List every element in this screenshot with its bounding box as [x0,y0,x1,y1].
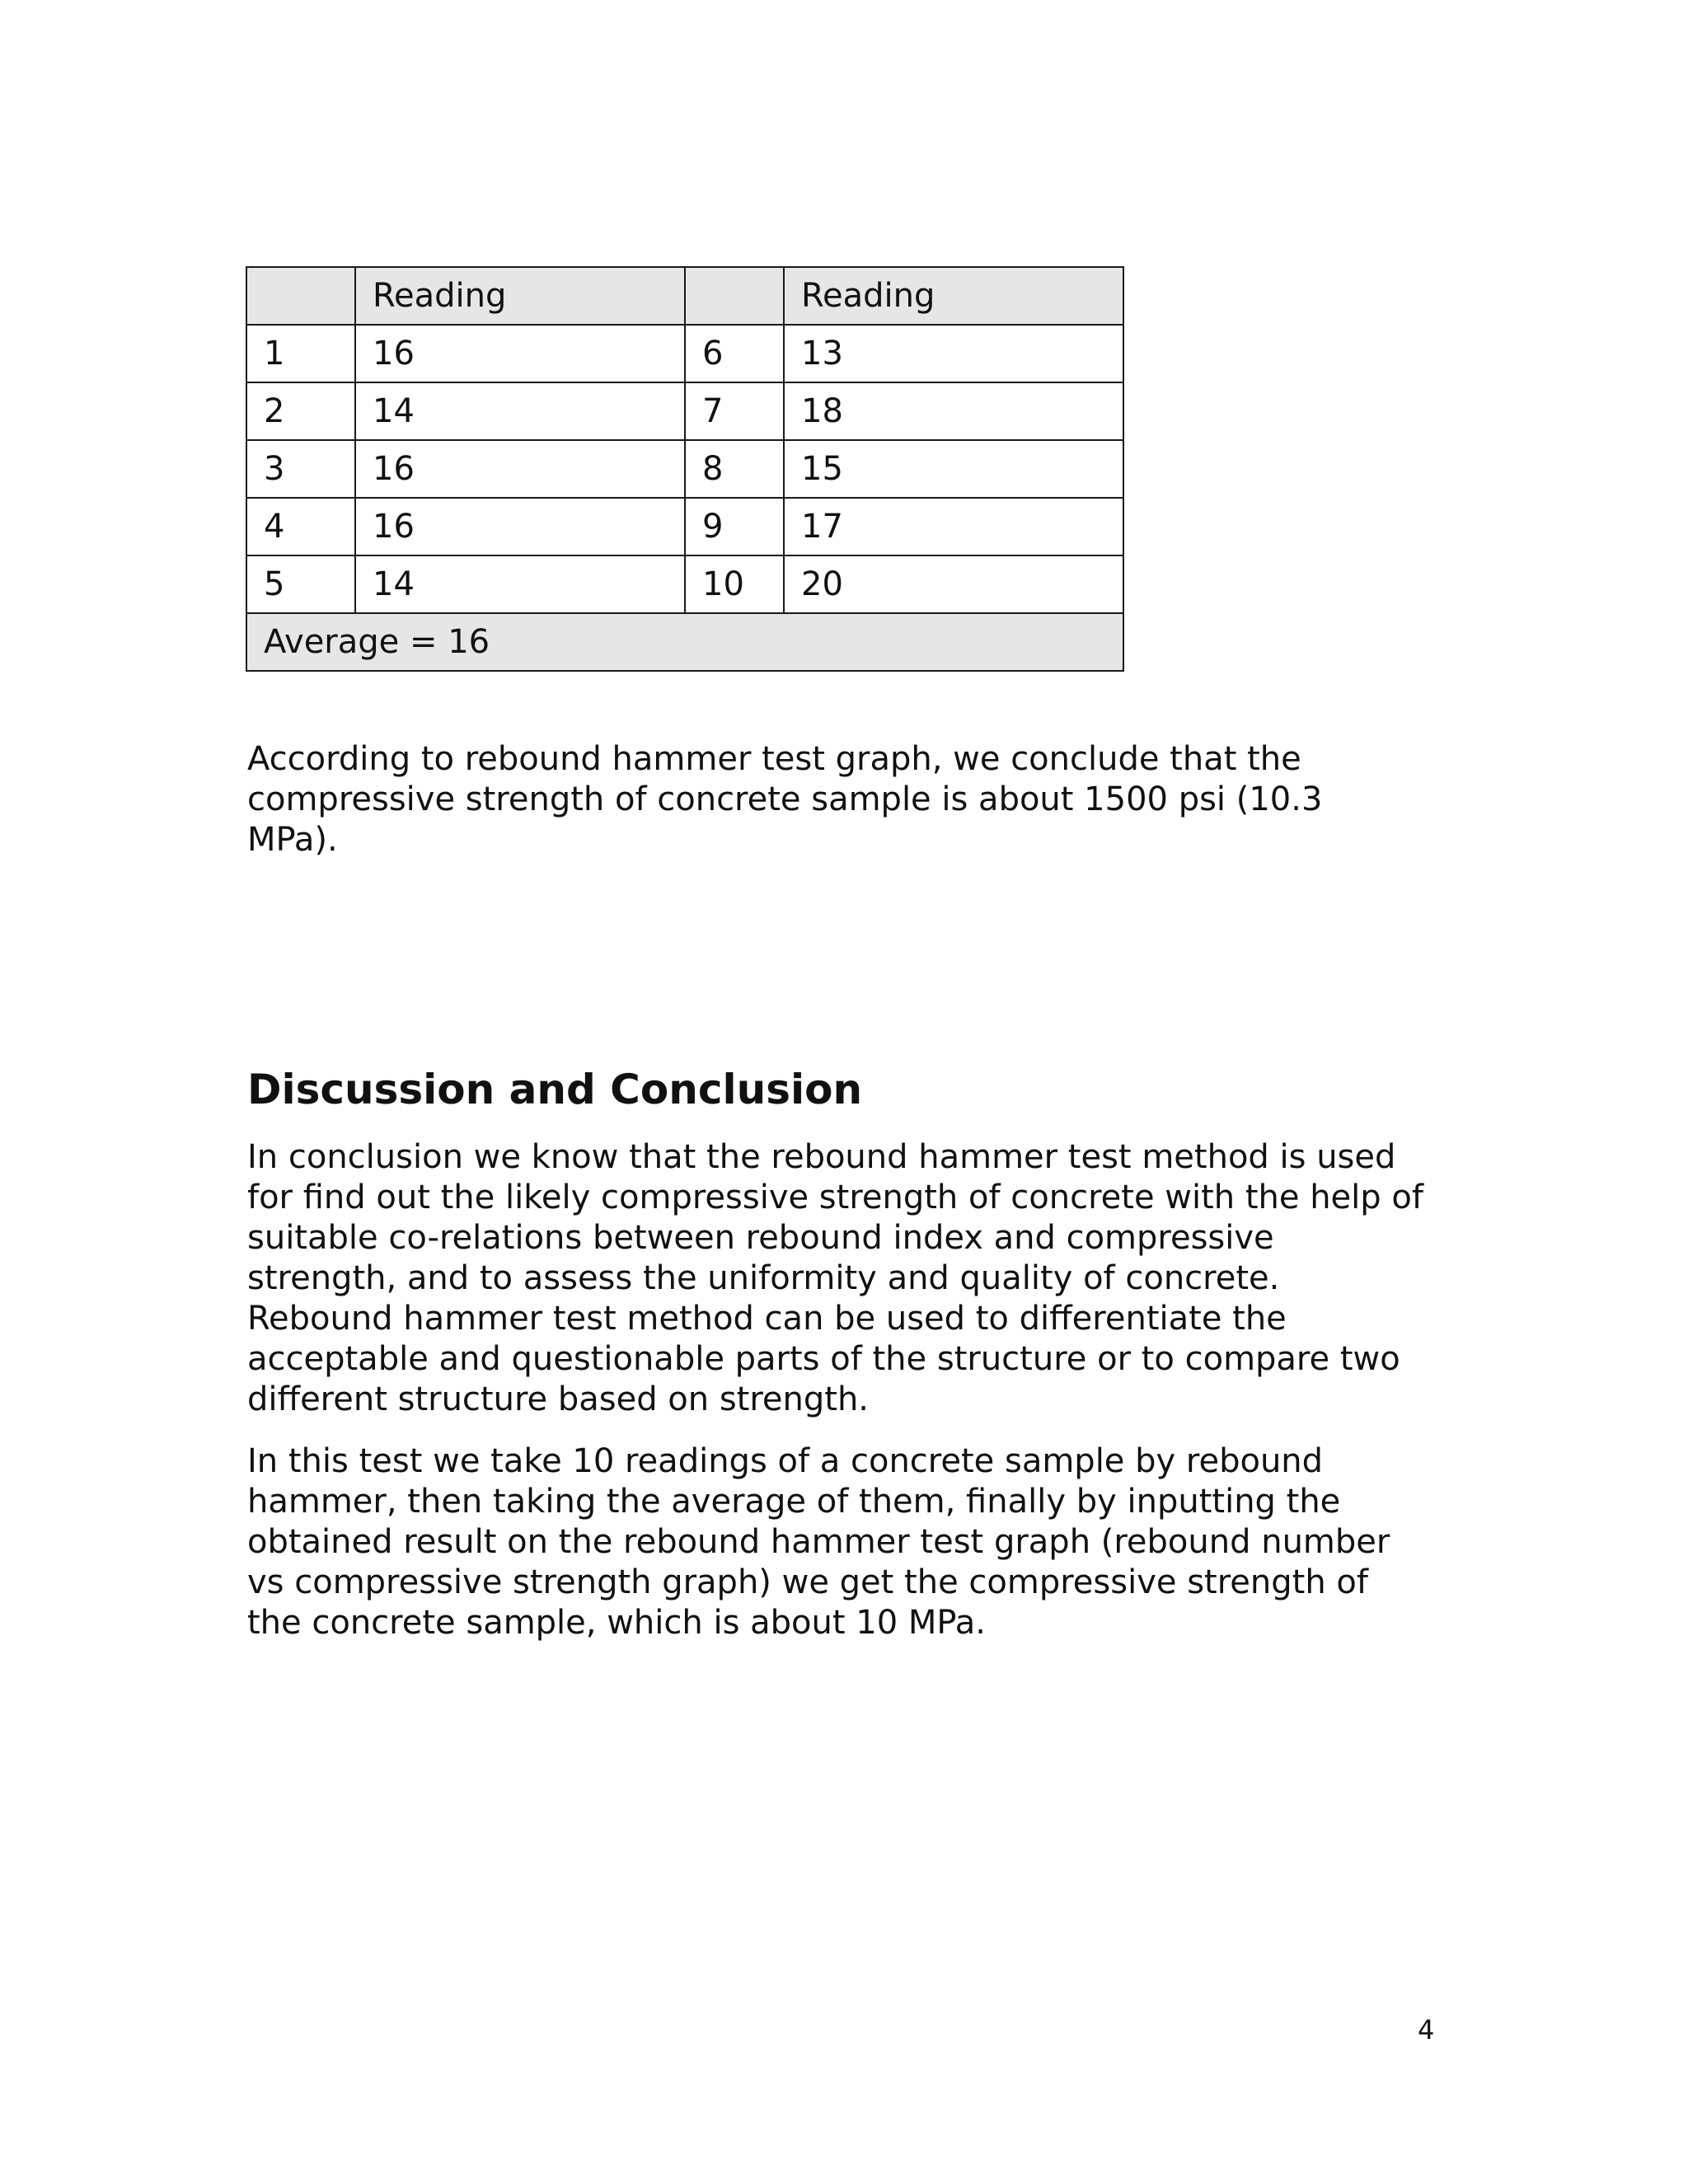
header-cell [685,267,784,325]
table-row [246,325,1123,382]
table-cell: 14 [355,382,685,440]
table-row [246,555,1123,613]
table-cell: 4 [246,498,355,555]
table-cell: 1 [246,325,355,382]
table-row [246,440,1123,498]
table-cell: 9 [685,498,784,555]
table-cell: 3 [246,440,355,498]
table-cell: 7 [685,382,784,440]
table-cell: 2 [246,382,355,440]
table-cell: 16 [355,440,685,498]
conclusion-paragraph-2: In this test we take 10 readings of a concrete sample by rebound hammer, then taking the average of them, finally by inputting the obtained result on the rebound hammer test graph (rebound number vs compressive strength graph) we get the compressive strength of the concrete sample, which is about 10 MPa. [247,1442,1390,1642]
table-cell: 13 [784,325,1123,382]
table-cell: 17 [784,498,1123,555]
table-row [246,498,1123,555]
header-cell: Reading [784,267,1123,325]
table-cell: 10 [685,555,784,613]
table-cell: 20 [784,555,1123,613]
table-cell: 6 [685,325,784,382]
table-cell: 8 [685,440,784,498]
table-header-row [246,267,1123,325]
table-cell: 15 [784,440,1123,498]
table-average-row [246,613,1123,671]
page-number: 4 [1418,2014,1435,2046]
average-cell: Average = 16 [246,613,1123,671]
header-cell: Reading [355,267,685,325]
section-heading: Discussion and Conclusion [247,1066,863,1113]
table-cell: 16 [355,325,685,382]
header-cell [246,267,355,325]
table-cell: 14 [355,555,685,613]
readings-table [246,266,1124,672]
result-paragraph: According to rebound hammer test graph, we conclude that the compressive strength of concrete sample is about 1500 psi (10.3 MPa). [247,740,1323,859]
conclusion-paragraph-1: In conclusion we know that the rebound hammer test method is used for find out the likely compressive strength of concrete with the help of suitable co-relations between rebound index and compressive strength, and to assess the uniformity and quality of concrete. Rebound hammer test method can be used to differentiate the acceptable and questionable parts of the structure or to compare two different structure based on strength. [247,1138,1423,1418]
table-cell: 5 [246,555,355,613]
table-cell: 16 [355,498,685,555]
table-cell: 18 [784,382,1123,440]
table-row [246,382,1123,440]
